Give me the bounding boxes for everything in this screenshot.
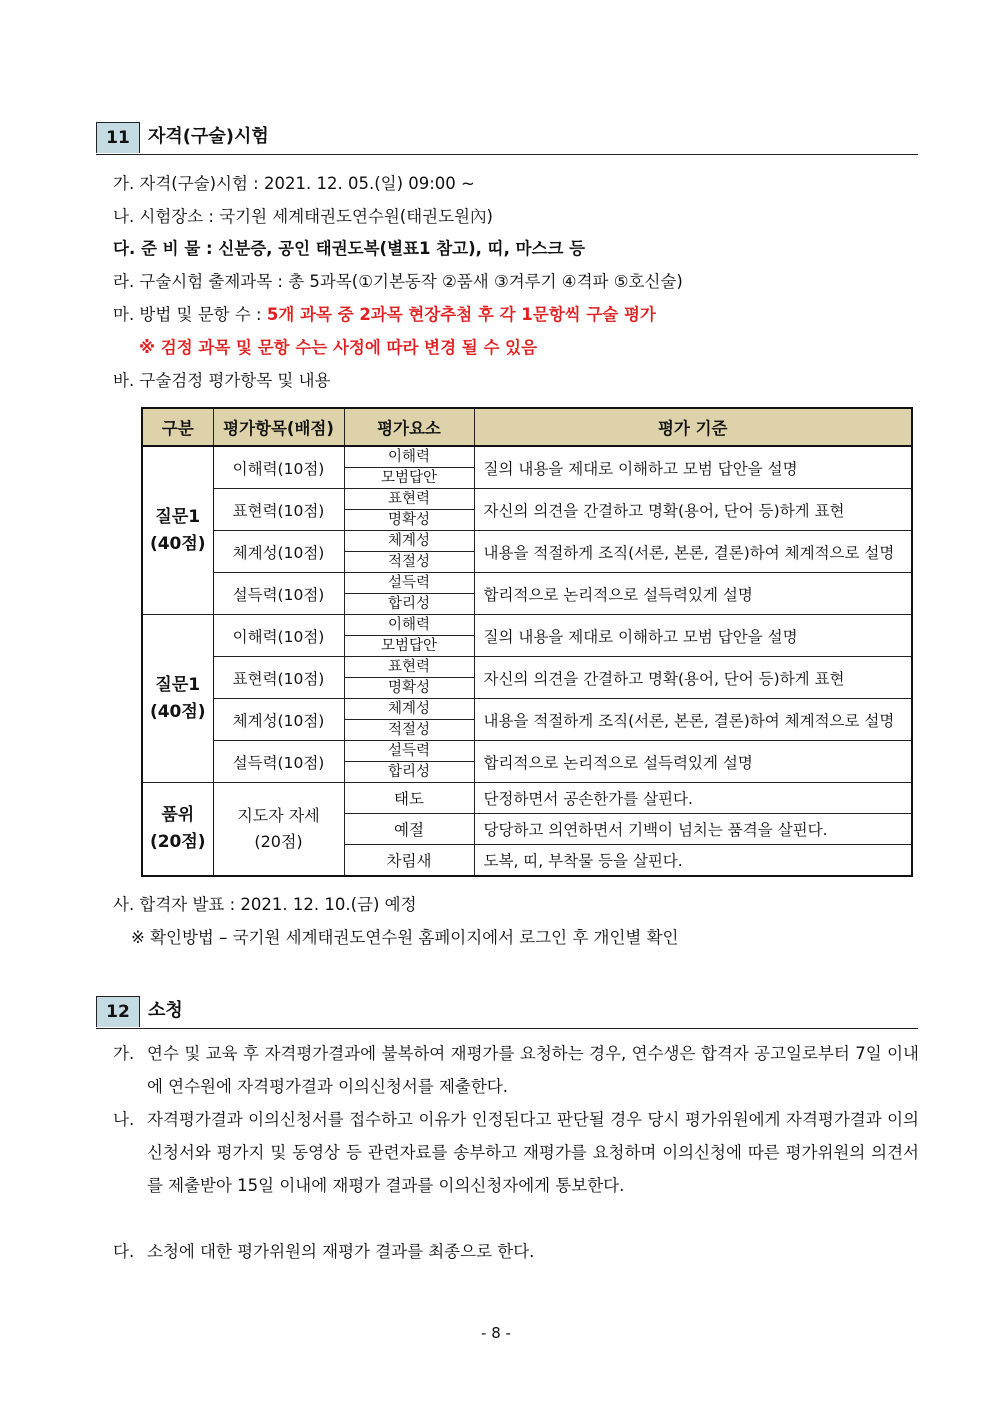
table-row bbox=[142, 783, 912, 814]
table-row bbox=[142, 489, 912, 510]
item-ba: 바. 구술검정 평가항목 및 내용 bbox=[113, 371, 331, 390]
paragraph-marker: 가. bbox=[113, 1044, 135, 1063]
page-number: - 8 - bbox=[481, 1324, 511, 1342]
eval-criteria: 자신의 의견을 간결하고 명확(용어, 단어 등)하게 표현 bbox=[474, 489, 912, 531]
eval-criteria: 내용을 적절하게 조직(서론, 본론, 결론)하여 체계적으로 설명 bbox=[474, 531, 912, 573]
eval-element: 적절성 bbox=[344, 720, 474, 741]
eval-element: 표현력 bbox=[344, 657, 474, 678]
eval-element: 적절성 bbox=[344, 552, 474, 573]
eval-item: 이해력(10점) bbox=[213, 446, 344, 489]
header-element: 평가요소 bbox=[344, 408, 474, 446]
appeal-paragraph-ga bbox=[113, 1037, 919, 1103]
eval-criteria: 합리적으로 논리적으로 설득력있게 설명 bbox=[474, 573, 912, 615]
eval-element: 명확성 bbox=[344, 510, 474, 531]
evaluation-table bbox=[141, 407, 913, 877]
section-11-header bbox=[96, 122, 918, 155]
eval-item: 설득력(10점) bbox=[213, 741, 344, 783]
table-row bbox=[142, 531, 912, 552]
paragraph-marker: 다. bbox=[113, 1242, 135, 1261]
eval-criteria: 도복, 띠, 부착물 등을 살핀다. bbox=[474, 845, 912, 877]
eval-criteria: 내용을 적절하게 조직(서론, 본론, 결론)하여 체계적으로 설명 bbox=[474, 699, 912, 741]
group-label: 품위 (20점) bbox=[142, 783, 213, 877]
eval-element: 모범답안 bbox=[344, 468, 474, 489]
eval-element: 차림새 bbox=[344, 845, 474, 877]
eval-element: 예절 bbox=[344, 814, 474, 845]
section-12-title: 소청 bbox=[148, 1000, 183, 1021]
table-row bbox=[142, 615, 912, 636]
section-11-title: 자격(구술)시험 bbox=[148, 126, 269, 147]
table-row bbox=[142, 573, 912, 594]
group-label: 질문1 (40점) bbox=[142, 615, 213, 783]
eval-element: 모범답안 bbox=[344, 636, 474, 657]
eval-criteria: 당당하고 의연하면서 기백이 넘치는 품격을 살핀다. bbox=[474, 814, 912, 845]
eval-element: 설득력 bbox=[344, 573, 474, 594]
item-ga: 가. 자격(구술)시험 : 2021. 12. 05.(일) 09:00 ~ bbox=[113, 174, 475, 193]
table-row bbox=[142, 446, 912, 468]
item-ma-highlight: 5개 과목 중 2과목 현장추첨 후 각 1문항씩 구술 평가 bbox=[266, 305, 656, 324]
eval-item: 이해력(10점) bbox=[213, 615, 344, 657]
eval-item: 표현력(10점) bbox=[213, 657, 344, 699]
item-ma bbox=[113, 304, 656, 326]
section-12-header bbox=[96, 996, 918, 1029]
table-row bbox=[142, 741, 912, 762]
header-criteria: 평가 기준 bbox=[474, 408, 912, 446]
eval-element: 합리성 bbox=[344, 762, 474, 783]
item-ra: 라. 구술시험 출제과목 : 총 5과목(①기본동작 ②품새 ③겨루기 ④격파 ⑤호신술) bbox=[113, 272, 683, 291]
header-item: 평가항목(배점) bbox=[213, 408, 344, 446]
item-da: 다. 준 비 물 : 신분증, 공인 태권도복(별표1 참고), 띠, 마스크 등 bbox=[113, 239, 586, 258]
eval-element: 체계성 bbox=[344, 531, 474, 552]
appeal-paragraph-da bbox=[113, 1235, 919, 1268]
change-notice: ※ 검정 과목 및 문항 수는 사정에 따라 변경 될 수 있음 bbox=[139, 338, 538, 357]
eval-criteria: 질의 내용을 제대로 이해하고 모범 답안을 설명 bbox=[474, 446, 912, 489]
section-12-number: 12 bbox=[96, 996, 140, 1027]
paragraph-text: 소청에 대한 평가위원의 재평가 결과를 최종으로 한다. bbox=[147, 1242, 535, 1261]
eval-item: 체계성(10점) bbox=[213, 699, 344, 741]
eval-element: 설득력 bbox=[344, 741, 474, 762]
paragraph-text: 자격평가결과 이의신청서를 접수하고 이유가 인정된다고 판단될 경우 당시 평가위원에게 자격평가결과 이의신청서와 평가지 및 동영상 등 관련자료를 송부하고 재평가를 요청하며 이의신청에 따른 평가위원의 의견서를 제출받아 15일 이내에 재평가 결과를 이의신청자에게 통보한다. bbox=[147, 1110, 919, 1195]
eval-criteria: 합리적으로 논리적으로 설득력있게 설명 bbox=[474, 741, 912, 783]
eval-item: 지도자 자세 (20점) bbox=[213, 783, 344, 877]
section-11-number: 11 bbox=[96, 122, 140, 153]
table-header-row bbox=[142, 408, 912, 446]
eval-element: 이해력 bbox=[344, 446, 474, 468]
eval-element: 표현력 bbox=[344, 489, 474, 510]
eval-element: 명확성 bbox=[344, 678, 474, 699]
eval-criteria: 질의 내용을 제대로 이해하고 모범 답안을 설명 bbox=[474, 615, 912, 657]
eval-item: 체계성(10점) bbox=[213, 531, 344, 573]
eval-element: 합리성 bbox=[344, 594, 474, 615]
table-row bbox=[142, 657, 912, 678]
paragraph-marker: 나. bbox=[113, 1110, 135, 1129]
eval-criteria: 단정하면서 공손한가를 살핀다. bbox=[474, 783, 912, 814]
header-category: 구분 bbox=[142, 408, 213, 446]
check-method-note: ※ 확인방법 – 국기원 세계태권도연수원 홈페이지에서 로그인 후 개인별 확인 bbox=[131, 928, 679, 947]
eval-criteria: 자신의 의견을 간결하고 명확(용어, 단어 등)하게 표현 bbox=[474, 657, 912, 699]
eval-element: 이해력 bbox=[344, 615, 474, 636]
eval-item: 설득력(10점) bbox=[213, 573, 344, 615]
eval-item: 표현력(10점) bbox=[213, 489, 344, 531]
item-sa: 사. 합격자 발표 : 2021. 12. 10.(금) 예정 bbox=[113, 895, 417, 914]
item-ma-prefix: 마. 방법 및 문항 수 : bbox=[113, 305, 267, 324]
table-row bbox=[142, 699, 912, 720]
appeal-paragraph-na bbox=[113, 1103, 919, 1202]
group-label: 질문1 (40점) bbox=[142, 446, 213, 615]
eval-element: 체계성 bbox=[344, 699, 474, 720]
eval-element: 태도 bbox=[344, 783, 474, 814]
paragraph-text: 연수 및 교육 후 자격평가결과에 불복하여 재평가를 요청하는 경우, 연수생은 합격자 공고일로부터 7일 이내에 연수원에 자격평가결과 이의신청서를 제출한다. bbox=[147, 1044, 919, 1096]
item-na: 나. 시험장소 : 국기원 세계태권도연수원(태권도원內) bbox=[113, 207, 493, 226]
